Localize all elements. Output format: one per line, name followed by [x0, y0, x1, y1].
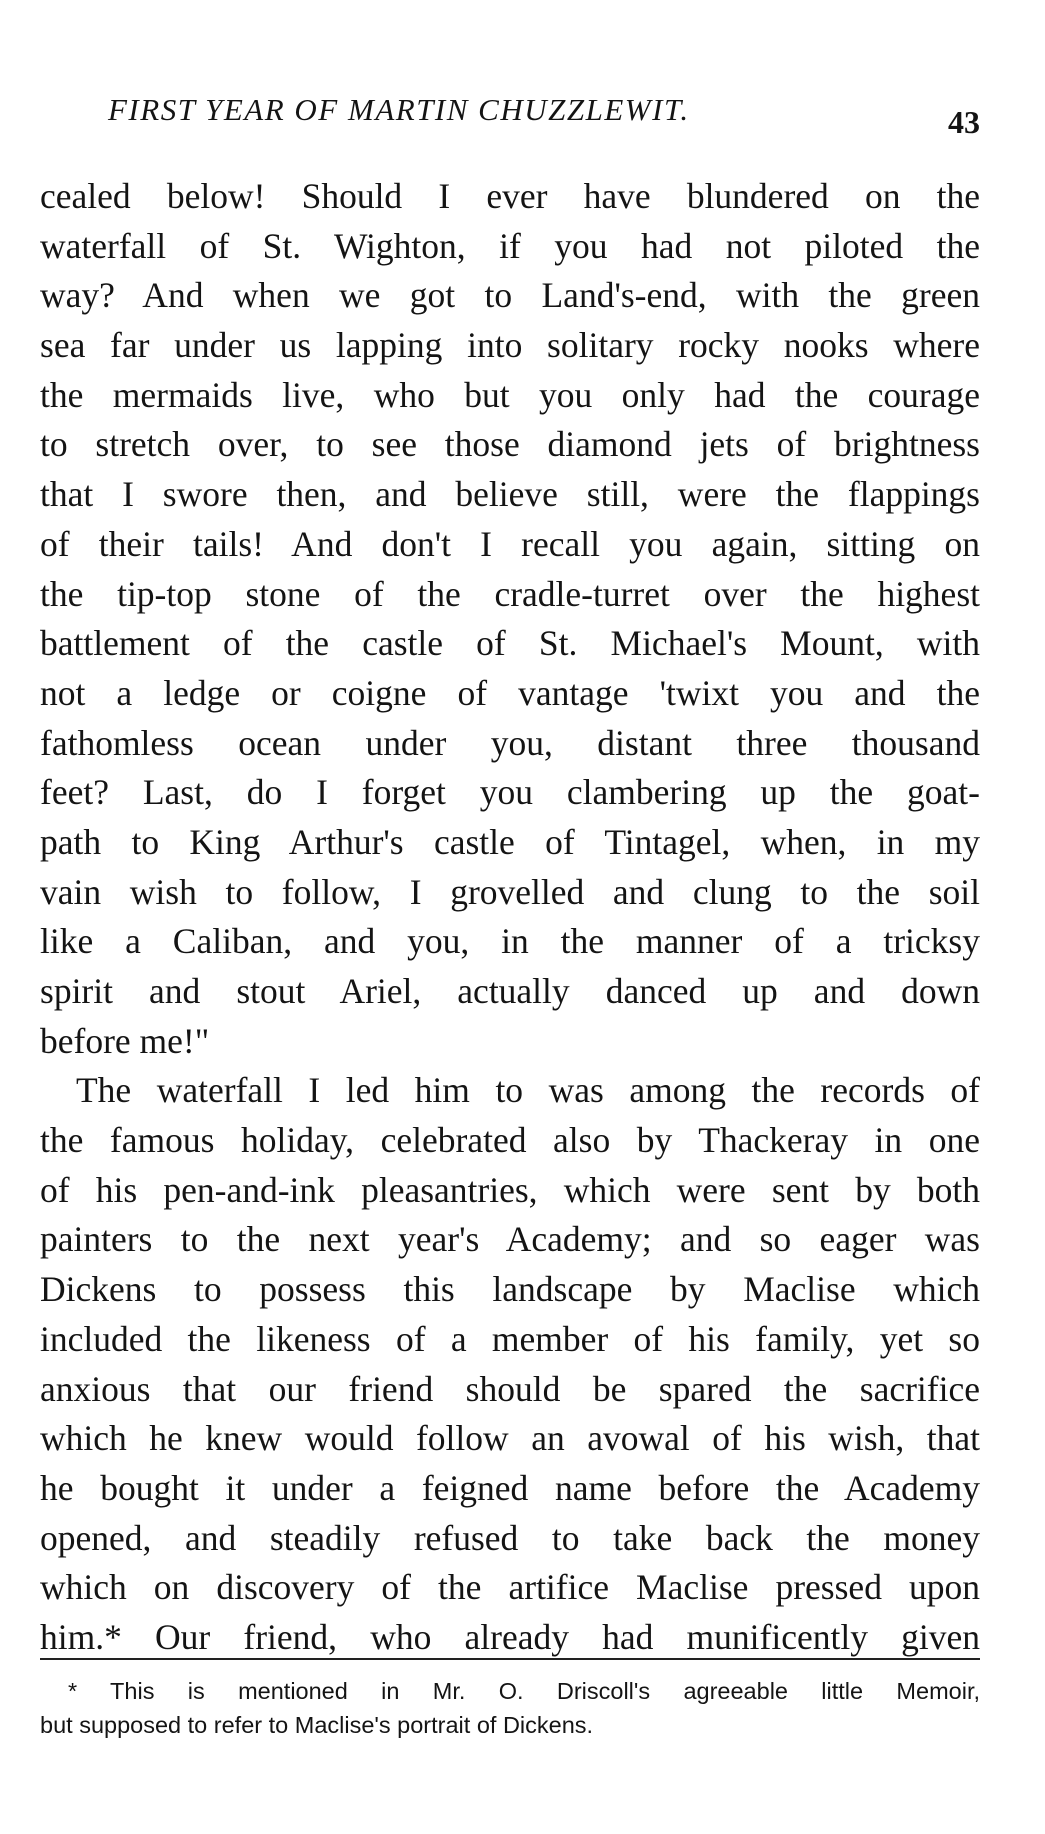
text-line: cealed below! Should I ever have blundered on the — [40, 176, 980, 216]
text-line: like a Caliban, and you, in the manner of a tricksy — [40, 921, 980, 962]
text-line: the tip-top stone of the cradle-turret over the highest — [40, 573, 980, 614]
text-line: which on discovery of the artifice Maclise pressed upon — [40, 1567, 980, 1608]
text-line: fathomless ocean under you, distant three thousand — [40, 722, 980, 763]
text-line: battlement of the castle of St. Michael's Mount, with — [40, 623, 980, 664]
text-line: waterfall of St. Wighton, if you had not piloted the — [40, 225, 980, 266]
text-line: him.* Our friend, who already had munificently given — [40, 1616, 980, 1657]
text-line: before me!" — [40, 1020, 210, 1061]
text-line: of their tails! And don't I recall you again, sitting on — [40, 523, 980, 564]
text-line: The waterfall I led him to was among the records of — [76, 1070, 980, 1111]
text-line: the famous holiday, celebrated also by Thackeray in one — [40, 1120, 980, 1161]
text-line: way? And when we got to Land's-end, with the green — [40, 275, 980, 316]
text-line: sea far under us lapping into solitary rocky nooks where — [40, 325, 980, 366]
text-line: that I swore then, and believe still, were the flappings — [40, 474, 980, 515]
text-line: spirit and stout Ariel, actually danced up and down — [40, 971, 980, 1011]
text-line: the mermaids live, who but you only had the courage — [40, 374, 980, 415]
footnote-line: * This is mentioned in Mr. O. Driscoll's agreeable little Memoir, — [68, 1678, 980, 1704]
text-line: included the likeness of a member of his family, yet so — [40, 1318, 980, 1359]
footnote-line: but supposed to refer to Maclise's portrait of Dickens. — [40, 1712, 594, 1738]
text-line: opened, and steadily refused to take back the money — [40, 1517, 980, 1558]
page-number: 43 — [948, 104, 980, 140]
text-line: feet? Last, do I forget you clambering up the goat- — [40, 772, 980, 813]
running-title: FIRST YEAR OF MARTIN CHUZZLEWIT. — [108, 92, 690, 127]
text-line: Dickens to possess this landscape by Maclise which — [40, 1269, 980, 1310]
text-line: vain wish to follow, I grovelled and clung to the soil — [40, 871, 980, 912]
footnote-divider — [40, 1658, 980, 1660]
running-header — [40, 92, 980, 142]
text-line: path to King Arthur's castle of Tintagel, when, in my — [40, 821, 980, 862]
footnote — [40, 1674, 980, 1742]
text-line: of his pen-and-ink pleasantries, which were sent by both — [40, 1169, 980, 1210]
text-line: he bought it under a feigned name before the Academy — [40, 1467, 980, 1508]
text-line: which he knew would follow an avowal of his wish, that — [40, 1418, 980, 1459]
body-text — [40, 172, 980, 1663]
text-line: anxious that our friend should be spared the sacrifice — [40, 1368, 980, 1409]
text-line: to stretch over, to see those diamond jets of brightness — [40, 424, 980, 465]
text-line: painters to the next year's Academy; and so eager was — [40, 1219, 980, 1260]
text-line: not a ledge or coigne of vantage 'twixt you and the — [40, 672, 980, 713]
